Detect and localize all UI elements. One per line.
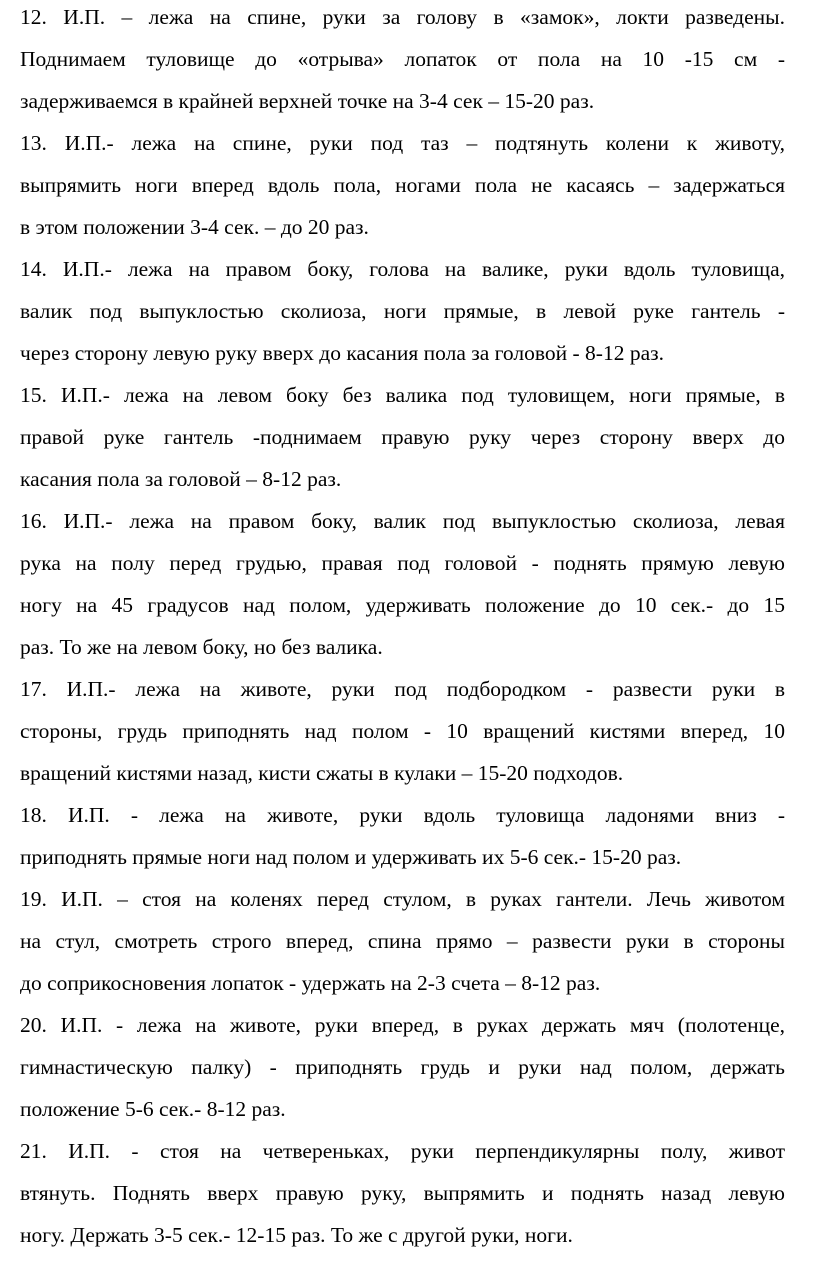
text-line: в этом положении 3-4 сек. – до 20 раз.: [20, 215, 369, 239]
exercise-item: [20, 1130, 785, 1256]
text-line: 13. И.П.- лежа на спине, руки под таз – подтянуть колени к животу,: [20, 131, 785, 155]
document-page: [20, 0, 785, 1256]
text-line: 15. И.П.- лежа на левом боку без валика под туловищем, ноги прямые, в: [20, 383, 785, 407]
text-line: касания пола за головой – 8-12 раз.: [20, 467, 342, 491]
text-line: через сторону левую руку вверх до касания пола за головой - 8-12 раз.: [20, 341, 664, 365]
text-line: Поднимаем туловище до «отрыва» лопаток от пола на 10 -15 см -: [20, 47, 785, 71]
text-line: приподнять прямые ноги над полом и удерживать их 5-6 сек.- 15-20 раз.: [20, 845, 682, 869]
text-line: 20. И.П. - лежа на животе, руки вперед, в руках держать мяч (полотенце,: [20, 1013, 785, 1037]
text-line: выпрямить ноги вперед вдоль пола, ногами пола не касаясь – задержаться: [20, 173, 785, 197]
exercise-item: [20, 878, 785, 1004]
text-line: раз. То же на левом боку, но без валика.: [20, 635, 383, 659]
text-line: 14. И.П.- лежа на правом боку, голова на валике, руки вдоль туловища,: [20, 257, 785, 281]
exercise-item: [20, 248, 785, 374]
text-line: 12. И.П. – лежа на спине, руки за голову в «замок», локти разведены.: [20, 5, 785, 29]
text-line: ногу на 45 градусов над полом, удерживать положение до 10 сек.- до 15: [20, 593, 785, 617]
exercise-item: [20, 0, 785, 122]
text-line: валик под выпуклостью сколиоза, ноги прямые, в левой руке гантель -: [20, 299, 785, 323]
text-line: вращений кистями назад, кисти сжаты в кулаки – 15-20 подходов.: [20, 761, 624, 785]
text-line: рука на полу перед грудью, правая под головой - поднять прямую левую: [20, 551, 785, 575]
exercise-item: [20, 794, 785, 878]
text-line: 18. И.П. - лежа на животе, руки вдоль туловища ладонями вниз -: [20, 803, 785, 827]
text-line: 19. И.П. – стоя на коленях перед стулом, в руках гантели. Лечь животом: [20, 887, 785, 911]
exercise-item: [20, 1004, 785, 1130]
exercise-item: [20, 500, 785, 668]
text-line: положение 5-6 сек.- 8-12 раз.: [20, 1097, 286, 1121]
text-line: стороны, грудь приподнять над полом - 10 вращений кистями вперед, 10: [20, 719, 785, 743]
text-line: 21. И.П. - стоя на четвереньках, руки перпендикулярны полу, живот: [20, 1139, 785, 1163]
text-line: гимнастическую палку) - приподнять грудь и руки над полом, держать: [20, 1055, 785, 1079]
exercise-item: [20, 122, 785, 248]
text-line: 17. И.П.- лежа на животе, руки под подбородком - развести руки в: [20, 677, 785, 701]
exercise-item: [20, 668, 785, 794]
text-line: 16. И.П.- лежа на правом боку, валик под выпуклостью сколиоза, левая: [20, 509, 785, 533]
text-line: втянуть. Поднять вверх правую руку, выпрямить и поднять назад левую: [20, 1181, 785, 1205]
text-line: до соприкосновения лопаток - удержать на 2-3 счета – 8-12 раз.: [20, 971, 601, 995]
text-line: ногу. Держать 3-5 сек.- 12-15 раз. То же с другой руки, ноги.: [20, 1223, 573, 1247]
exercise-item: [20, 374, 785, 500]
text-line: правой руке гантель -поднимаем правую руку через сторону вверх до: [20, 425, 785, 449]
text-line: задерживаемся в крайней верхней точке на 3-4 сек – 15-20 раз.: [20, 89, 595, 113]
text-line: на стул, смотреть строго вперед, спина прямо – развести руки в стороны: [20, 929, 785, 953]
